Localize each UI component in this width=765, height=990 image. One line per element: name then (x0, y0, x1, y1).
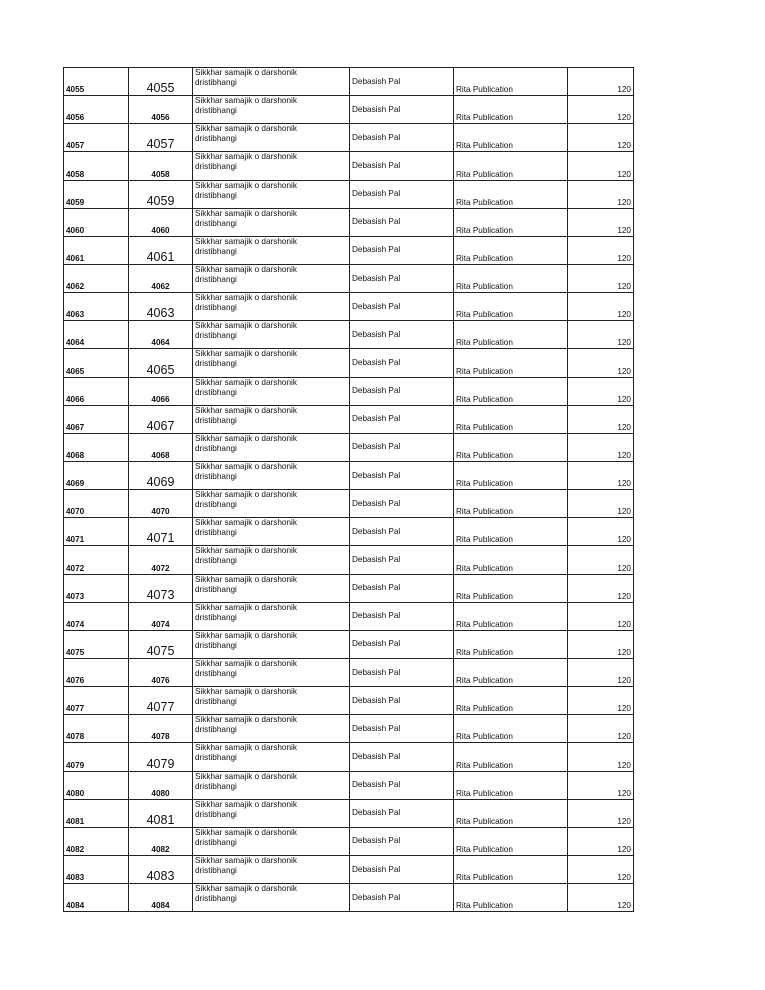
publisher-cell: Rita Publication (454, 602, 568, 630)
title-cell (193, 799, 350, 827)
call-number-cell: 4063 (129, 293, 193, 321)
title-line-1: Sikkhar samajik o darshonik (195, 771, 297, 781)
title-line-1: Sikkhar samajik o darshonik (195, 630, 297, 640)
title-cell (193, 602, 350, 630)
title-cell (193, 405, 350, 433)
accession-number-cell: 4084 (64, 884, 129, 912)
table-row (64, 152, 634, 180)
title-cell (193, 96, 350, 124)
title-line-2: dristibhangi (195, 528, 237, 538)
price-cell: 120 (568, 771, 634, 799)
accession-number-cell: 4059 (64, 180, 129, 208)
call-number-cell: 4067 (129, 405, 193, 433)
title-line-2: dristibhangi (195, 894, 237, 904)
accession-number-cell: 4076 (64, 658, 129, 686)
call-number-cell: 4074 (129, 602, 193, 630)
call-number-cell: 4069 (129, 461, 193, 489)
author-cell: Debasish Pal (350, 180, 454, 208)
title-cell (193, 884, 350, 912)
title-cell (193, 490, 350, 518)
price-cell: 120 (568, 687, 634, 715)
accession-number-cell: 4068 (64, 433, 129, 461)
title-cell (193, 574, 350, 602)
call-number-cell: 4059 (129, 180, 193, 208)
table-row (64, 743, 634, 771)
title-line-2: dristibhangi (195, 331, 237, 341)
title-line-2: dristibhangi (195, 809, 237, 819)
title-cell (193, 124, 350, 152)
publisher-cell: Rita Publication (454, 461, 568, 489)
price-cell: 120 (568, 715, 634, 743)
price-cell: 120 (568, 630, 634, 658)
publisher-cell: Rita Publication (454, 799, 568, 827)
call-number-cell: 4075 (129, 630, 193, 658)
table-row (64, 96, 634, 124)
title-line-2: dristibhangi (195, 415, 237, 425)
accession-number-cell: 4073 (64, 574, 129, 602)
book-register-table (63, 67, 634, 912)
table-row (64, 855, 634, 883)
accession-number-cell: 4082 (64, 827, 129, 855)
call-number-cell: 4055 (129, 68, 193, 96)
accession-number-cell: 4074 (64, 602, 129, 630)
table-row (64, 715, 634, 743)
price-cell: 120 (568, 321, 634, 349)
author-cell: Debasish Pal (350, 630, 454, 658)
title-line-2: dristibhangi (195, 781, 237, 791)
publisher-cell: Rita Publication (454, 687, 568, 715)
table-row (64, 349, 634, 377)
table-row (64, 293, 634, 321)
title-cell (193, 377, 350, 405)
author-cell: Debasish Pal (350, 293, 454, 321)
title-line-2: dristibhangi (195, 471, 237, 481)
title-cell (193, 236, 350, 264)
author-cell: Debasish Pal (350, 715, 454, 743)
title-line-2: dristibhangi (195, 556, 237, 566)
publisher-cell: Rita Publication (454, 743, 568, 771)
accession-number-cell: 4077 (64, 687, 129, 715)
title-line-2: dristibhangi (195, 246, 237, 256)
table-row (64, 377, 634, 405)
publisher-cell: Rita Publication (454, 855, 568, 883)
title-cell (193, 433, 350, 461)
author-cell: Debasish Pal (350, 405, 454, 433)
call-number-cell: 4068 (129, 433, 193, 461)
title-cell (193, 208, 350, 236)
price-cell: 120 (568, 884, 634, 912)
title-cell (193, 715, 350, 743)
title-line-2: dristibhangi (195, 612, 237, 622)
title-cell (193, 687, 350, 715)
publisher-cell: Rita Publication (454, 827, 568, 855)
publisher-cell: Rita Publication (454, 377, 568, 405)
title-cell (193, 152, 350, 180)
table-row (64, 433, 634, 461)
title-line-2: dristibhangi (195, 190, 237, 200)
accession-number-cell: 4061 (64, 236, 129, 264)
author-cell: Debasish Pal (350, 461, 454, 489)
accession-number-cell: 4062 (64, 264, 129, 292)
title-cell (193, 349, 350, 377)
author-cell: Debasish Pal (350, 687, 454, 715)
call-number-cell: 4070 (129, 490, 193, 518)
accession-number-cell: 4072 (64, 546, 129, 574)
title-cell (193, 743, 350, 771)
author-cell: Debasish Pal (350, 855, 454, 883)
call-number-cell: 4071 (129, 518, 193, 546)
call-number-cell: 4061 (129, 236, 193, 264)
table-row (64, 124, 634, 152)
call-number-cell: 4076 (129, 658, 193, 686)
accession-number-cell: 4065 (64, 349, 129, 377)
title-line-1: Sikkhar samajik o darshonik (195, 743, 297, 753)
title-line-1: Sikkhar samajik o darshonik (195, 884, 297, 894)
title-line-2: dristibhangi (195, 697, 237, 707)
call-number-cell: 4079 (129, 743, 193, 771)
price-cell: 120 (568, 377, 634, 405)
price-cell: 120 (568, 96, 634, 124)
table-row (64, 518, 634, 546)
author-cell: Debasish Pal (350, 490, 454, 518)
author-cell: Debasish Pal (350, 884, 454, 912)
title-line-1: Sikkhar samajik o darshonik (195, 264, 297, 274)
title-line-2: dristibhangi (195, 725, 237, 735)
title-cell (193, 630, 350, 658)
author-cell: Debasish Pal (350, 574, 454, 602)
title-line-1: Sikkhar samajik o darshonik (195, 461, 297, 471)
title-cell (193, 827, 350, 855)
accession-number-cell: 4058 (64, 152, 129, 180)
title-line-2: dristibhangi (195, 134, 237, 144)
title-line-1: Sikkhar samajik o darshonik (195, 518, 297, 528)
price-cell: 120 (568, 827, 634, 855)
price-cell: 120 (568, 799, 634, 827)
title-line-1: Sikkhar samajik o darshonik (195, 433, 297, 443)
publisher-cell: Rita Publication (454, 264, 568, 292)
call-number-cell: 4058 (129, 152, 193, 180)
author-cell: Debasish Pal (350, 433, 454, 461)
publisher-cell: Rita Publication (454, 349, 568, 377)
publisher-cell: Rita Publication (454, 433, 568, 461)
title-line-2: dristibhangi (195, 837, 237, 847)
title-line-1: Sikkhar samajik o darshonik (195, 687, 297, 697)
accession-number-cell: 4070 (64, 490, 129, 518)
title-line-1: Sikkhar samajik o darshonik (195, 349, 297, 359)
author-cell: Debasish Pal (350, 743, 454, 771)
author-cell: Debasish Pal (350, 264, 454, 292)
title-line-1: Sikkhar samajik o darshonik (195, 152, 297, 162)
publisher-cell: Rita Publication (454, 68, 568, 96)
author-cell: Debasish Pal (350, 546, 454, 574)
table-row (64, 827, 634, 855)
price-cell: 120 (568, 658, 634, 686)
title-line-1: Sikkhar samajik o darshonik (195, 855, 297, 865)
publisher-cell: Rita Publication (454, 180, 568, 208)
accession-number-cell: 4066 (64, 377, 129, 405)
publisher-cell: Rita Publication (454, 518, 568, 546)
accession-number-cell: 4057 (64, 124, 129, 152)
title-line-2: dristibhangi (195, 303, 237, 313)
author-cell: Debasish Pal (350, 658, 454, 686)
author-cell: Debasish Pal (350, 96, 454, 124)
call-number-cell: 4065 (129, 349, 193, 377)
title-line-1: Sikkhar samajik o darshonik (195, 208, 297, 218)
call-number-cell: 4084 (129, 884, 193, 912)
title-line-2: dristibhangi (195, 443, 237, 453)
author-cell: Debasish Pal (350, 68, 454, 96)
title-line-2: dristibhangi (195, 162, 237, 172)
title-line-2: dristibhangi (195, 500, 237, 510)
table-row (64, 574, 634, 602)
author-cell: Debasish Pal (350, 602, 454, 630)
publisher-cell: Rita Publication (454, 574, 568, 602)
call-number-cell: 4072 (129, 546, 193, 574)
author-cell: Debasish Pal (350, 321, 454, 349)
call-number-cell: 4080 (129, 771, 193, 799)
title-cell (193, 771, 350, 799)
price-cell: 120 (568, 405, 634, 433)
table-row (64, 405, 634, 433)
call-number-cell: 4077 (129, 687, 193, 715)
publisher-cell: Rita Publication (454, 321, 568, 349)
call-number-cell: 4066 (129, 377, 193, 405)
title-line-1: Sikkhar samajik o darshonik (195, 546, 297, 556)
publisher-cell: Rita Publication (454, 884, 568, 912)
author-cell: Debasish Pal (350, 349, 454, 377)
table-row (64, 208, 634, 236)
table-row (64, 771, 634, 799)
publisher-cell: Rita Publication (454, 490, 568, 518)
title-line-1: Sikkhar samajik o darshonik (195, 715, 297, 725)
price-cell: 120 (568, 180, 634, 208)
title-cell (193, 855, 350, 883)
author-cell: Debasish Pal (350, 124, 454, 152)
title-line-1: Sikkhar samajik o darshonik (195, 658, 297, 668)
title-cell (193, 293, 350, 321)
title-line-1: Sikkhar samajik o darshonik (195, 124, 297, 134)
accession-number-cell: 4079 (64, 743, 129, 771)
title-line-2: dristibhangi (195, 274, 237, 284)
title-line-2: dristibhangi (195, 753, 237, 763)
price-cell: 120 (568, 433, 634, 461)
call-number-cell: 4073 (129, 574, 193, 602)
call-number-cell: 4056 (129, 96, 193, 124)
accession-number-cell: 4075 (64, 630, 129, 658)
title-line-2: dristibhangi (195, 359, 237, 369)
price-cell: 120 (568, 264, 634, 292)
price-cell: 120 (568, 208, 634, 236)
author-cell: Debasish Pal (350, 208, 454, 236)
accession-number-cell: 4060 (64, 208, 129, 236)
accession-number-cell: 4083 (64, 855, 129, 883)
publisher-cell: Rita Publication (454, 630, 568, 658)
accession-number-cell: 4055 (64, 68, 129, 96)
title-line-1: Sikkhar samajik o darshonik (195, 96, 297, 106)
publisher-cell: Rita Publication (454, 152, 568, 180)
table-row (64, 799, 634, 827)
title-line-2: dristibhangi (195, 106, 237, 116)
title-line-1: Sikkhar samajik o darshonik (195, 293, 297, 303)
accession-number-cell: 4078 (64, 715, 129, 743)
title-line-2: dristibhangi (195, 865, 237, 875)
price-cell: 120 (568, 602, 634, 630)
title-line-1: Sikkhar samajik o darshonik (195, 574, 297, 584)
publisher-cell: Rita Publication (454, 96, 568, 124)
author-cell: Debasish Pal (350, 377, 454, 405)
author-cell: Debasish Pal (350, 236, 454, 264)
price-cell: 120 (568, 490, 634, 518)
accession-number-cell: 4069 (64, 461, 129, 489)
title-line-1: Sikkhar samajik o darshonik (195, 405, 297, 415)
title-cell (193, 68, 350, 96)
publisher-cell: Rita Publication (454, 546, 568, 574)
publisher-cell: Rita Publication (454, 658, 568, 686)
accession-number-cell: 4081 (64, 799, 129, 827)
table-row (64, 236, 634, 264)
table-row (64, 180, 634, 208)
table-row (64, 264, 634, 292)
accession-number-cell: 4080 (64, 771, 129, 799)
title-line-2: dristibhangi (195, 668, 237, 678)
title-cell (193, 180, 350, 208)
publisher-cell: Rita Publication (454, 124, 568, 152)
title-line-1: Sikkhar samajik o darshonik (195, 68, 297, 77)
call-number-cell: 4082 (129, 827, 193, 855)
title-line-1: Sikkhar samajik o darshonik (195, 236, 297, 246)
table-row (64, 490, 634, 518)
call-number-cell: 4081 (129, 799, 193, 827)
title-line-1: Sikkhar samajik o darshonik (195, 321, 297, 331)
table-row (64, 687, 634, 715)
table-row (64, 630, 634, 658)
price-cell: 120 (568, 349, 634, 377)
call-number-cell: 4064 (129, 321, 193, 349)
author-cell: Debasish Pal (350, 771, 454, 799)
title-line-1: Sikkhar samajik o darshonik (195, 377, 297, 387)
title-line-1: Sikkhar samajik o darshonik (195, 827, 297, 837)
publisher-cell: Rita Publication (454, 771, 568, 799)
publisher-cell: Rita Publication (454, 405, 568, 433)
price-cell: 120 (568, 546, 634, 574)
title-line-2: dristibhangi (195, 78, 237, 87)
title-line-2: dristibhangi (195, 640, 237, 650)
accession-number-cell: 4056 (64, 96, 129, 124)
publisher-cell: Rita Publication (454, 293, 568, 321)
title-line-1: Sikkhar samajik o darshonik (195, 799, 297, 809)
accession-number-cell: 4064 (64, 321, 129, 349)
price-cell: 120 (568, 68, 634, 96)
title-line-1: Sikkhar samajik o darshonik (195, 602, 297, 612)
price-cell: 120 (568, 574, 634, 602)
table-row (64, 321, 634, 349)
title-cell (193, 321, 350, 349)
title-line-2: dristibhangi (195, 387, 237, 397)
author-cell: Debasish Pal (350, 152, 454, 180)
title-cell (193, 658, 350, 686)
price-cell: 120 (568, 293, 634, 321)
price-cell: 120 (568, 236, 634, 264)
price-cell: 120 (568, 124, 634, 152)
title-cell (193, 518, 350, 546)
book-register-body (64, 68, 634, 912)
price-cell: 120 (568, 518, 634, 546)
author-cell: Debasish Pal (350, 799, 454, 827)
table-row (64, 602, 634, 630)
title-line-1: Sikkhar samajik o darshonik (195, 490, 297, 500)
table-row (64, 546, 634, 574)
title-cell (193, 461, 350, 489)
table-row (64, 68, 634, 96)
title-cell (193, 264, 350, 292)
call-number-cell: 4078 (129, 715, 193, 743)
publisher-cell: Rita Publication (454, 208, 568, 236)
title-line-2: dristibhangi (195, 584, 237, 594)
title-line-2: dristibhangi (195, 218, 237, 228)
publisher-cell: Rita Publication (454, 236, 568, 264)
table-row (64, 884, 634, 912)
title-cell (193, 546, 350, 574)
accession-number-cell: 4063 (64, 293, 129, 321)
table-row (64, 658, 634, 686)
title-line-1: Sikkhar samajik o darshonik (195, 180, 297, 190)
accession-number-cell: 4071 (64, 518, 129, 546)
call-number-cell: 4062 (129, 264, 193, 292)
call-number-cell: 4060 (129, 208, 193, 236)
publisher-cell: Rita Publication (454, 715, 568, 743)
call-number-cell: 4083 (129, 855, 193, 883)
author-cell: Debasish Pal (350, 518, 454, 546)
author-cell: Debasish Pal (350, 827, 454, 855)
price-cell: 120 (568, 855, 634, 883)
accession-number-cell: 4067 (64, 405, 129, 433)
call-number-cell: 4057 (129, 124, 193, 152)
price-cell: 120 (568, 743, 634, 771)
price-cell: 120 (568, 152, 634, 180)
price-cell: 120 (568, 461, 634, 489)
table-row (64, 461, 634, 489)
